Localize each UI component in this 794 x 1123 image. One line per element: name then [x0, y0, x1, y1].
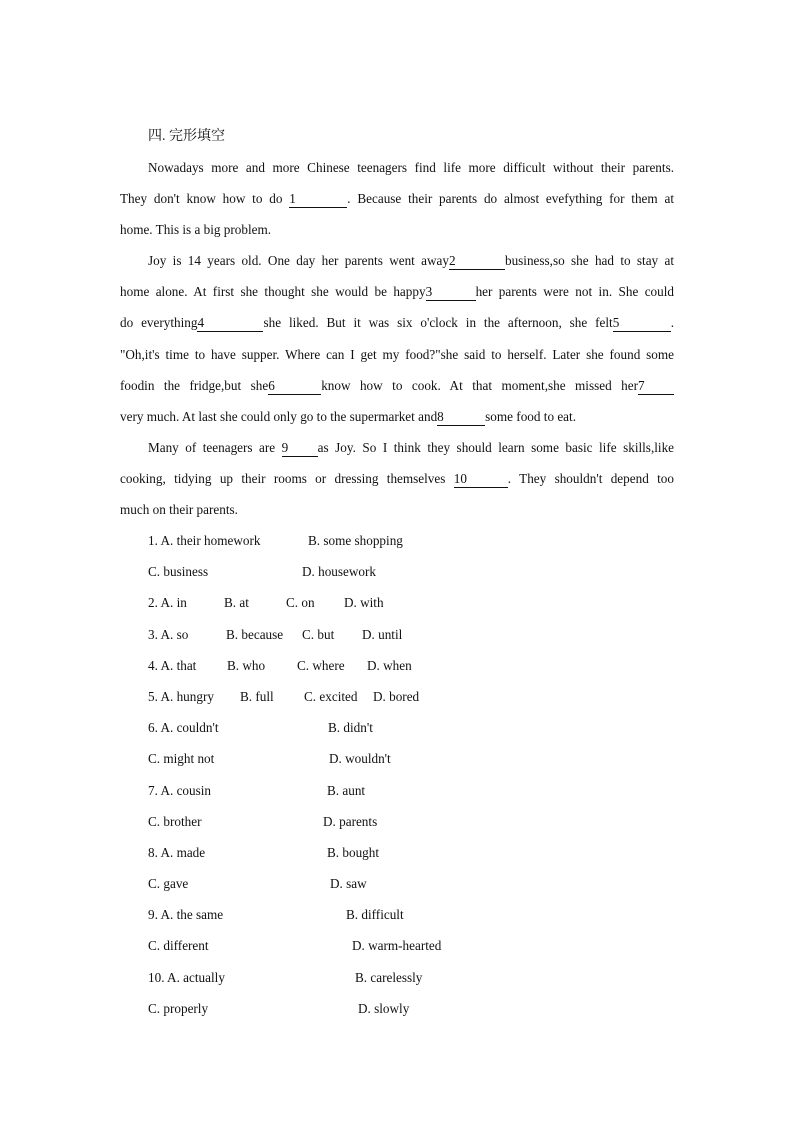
text-segment: cooking, tidying up their rooms or dressing themselves	[120, 471, 446, 487]
blank-3[interactable]: 3	[426, 284, 476, 301]
option[interactable]: 4. A. that	[148, 657, 197, 673]
option[interactable]: B. didn't	[328, 720, 373, 736]
blank-2[interactable]: 2	[449, 253, 505, 270]
option[interactable]: 5. A. hungry	[148, 688, 214, 704]
blank-9[interactable]: 9	[282, 440, 318, 457]
option[interactable]: C. brother	[148, 813, 202, 829]
text-segment: as Joy. So I think they should learn some basic life skills,like	[317, 440, 675, 455]
option[interactable]: D. parents	[323, 813, 378, 829]
option[interactable]: D. when	[367, 657, 412, 673]
text-line	[120, 276, 674, 307]
option[interactable]: C. but	[302, 626, 335, 642]
option[interactable]: B. bought	[327, 844, 380, 860]
option[interactable]: D. wouldn't	[329, 751, 391, 767]
option[interactable]: D. until	[362, 626, 403, 642]
text-segment: do everything	[120, 315, 198, 331]
text-line	[120, 214, 674, 245]
option[interactable]: C. different	[148, 938, 209, 954]
text-segment: her parents were not in. She could	[475, 284, 674, 300]
text-segment: They don't know how to do	[120, 191, 283, 207]
text-line	[120, 494, 674, 525]
text-segment: Nowadays more and more Chinese teenagers find life more difficult without their parents.	[148, 160, 674, 175]
section-title: 四. 完形填空	[148, 129, 225, 144]
text-segment: home. This is a big problem.	[120, 222, 272, 238]
option[interactable]: B. because	[226, 626, 284, 642]
option[interactable]: D. saw	[330, 876, 367, 892]
passage-paragraph-3	[120, 432, 674, 526]
option[interactable]: 3. A. so	[148, 626, 189, 642]
option[interactable]: 1. A. their homework	[148, 533, 261, 548]
option[interactable]: 8. A. made	[148, 844, 206, 860]
text-segment: Many of teenagers are	[148, 440, 276, 455]
option[interactable]: C. gave	[148, 876, 189, 892]
text-line	[120, 463, 674, 494]
text-segment: know how to cook. At that moment,she missed her	[321, 377, 638, 393]
text-line	[120, 183, 674, 214]
blank-4[interactable]: 4	[197, 315, 263, 332]
passage-paragraph-2	[120, 245, 674, 432]
option[interactable]: B. aunt	[327, 782, 366, 798]
text-line	[120, 432, 674, 463]
text-line	[120, 370, 674, 401]
option[interactable]: 2. A. in	[148, 595, 187, 611]
text-line	[120, 245, 674, 276]
option[interactable]: 7. A. cousin	[148, 782, 212, 798]
text-segment: she liked. But it was six o'clock in the afternoon, she felt	[263, 315, 613, 331]
option[interactable]: C. where	[297, 657, 345, 673]
option[interactable]: B. difficult	[346, 907, 404, 923]
text-segment: very much. At last she could only go to the supermarket and	[120, 408, 438, 424]
option[interactable]: B. some shopping	[308, 533, 403, 548]
option[interactable]: B. who	[227, 657, 266, 673]
option[interactable]: D. with	[344, 595, 384, 611]
option[interactable]: B. full	[240, 688, 274, 704]
option[interactable]: 9. A. the same	[148, 907, 224, 923]
text-segment: home alone. At first she thought she would be happy	[120, 284, 426, 300]
option[interactable]: D. warm-hearted	[352, 938, 442, 954]
option[interactable]: 6. A. couldn't	[148, 720, 219, 736]
option[interactable]: B. at	[224, 595, 249, 611]
blank-5[interactable]: 5	[613, 315, 671, 332]
blank-1[interactable]: 1	[289, 191, 347, 208]
option[interactable]: D. bored	[373, 688, 420, 704]
option[interactable]: C. on	[286, 595, 315, 611]
option[interactable]: C. properly	[148, 1000, 209, 1016]
text-segment: Joy is 14 years old. One day her parents went away	[148, 253, 449, 268]
option[interactable]: B. carelessly	[355, 969, 423, 985]
option[interactable]: C. business	[148, 564, 209, 580]
text-segment: "Oh,it's time to have supper. Where can I get my food?"she said to herself. Later she found some	[120, 346, 674, 362]
blank-10[interactable]: 10	[454, 471, 508, 488]
text-segment: . They shouldn't depend too	[507, 471, 674, 487]
text-line	[120, 339, 674, 370]
option[interactable]: D. housework	[302, 564, 376, 580]
text-segment: much on their parents.	[120, 502, 238, 518]
text-line	[120, 401, 674, 432]
text-line	[120, 152, 674, 183]
text-segment: .	[670, 315, 674, 331]
option[interactable]: C. excited	[304, 688, 358, 704]
blank-6[interactable]: 6	[268, 378, 321, 395]
blank-7[interactable]: 7	[638, 378, 674, 395]
option[interactable]: D. slowly	[358, 1000, 410, 1016]
text-segment: . Because their parents do almost evefything for them at	[347, 191, 674, 207]
text-line	[120, 307, 674, 338]
passage-paragraph-1	[120, 152, 674, 246]
text-segment: some food to eat.	[485, 408, 576, 424]
option[interactable]: C. might not	[148, 751, 215, 767]
text-segment: foodin the fridge,but she	[120, 377, 269, 393]
blank-8[interactable]: 8	[437, 409, 485, 426]
text-segment: business,so she had to stay at	[504, 253, 674, 268]
option[interactable]: 10. A. actually	[148, 969, 225, 985]
